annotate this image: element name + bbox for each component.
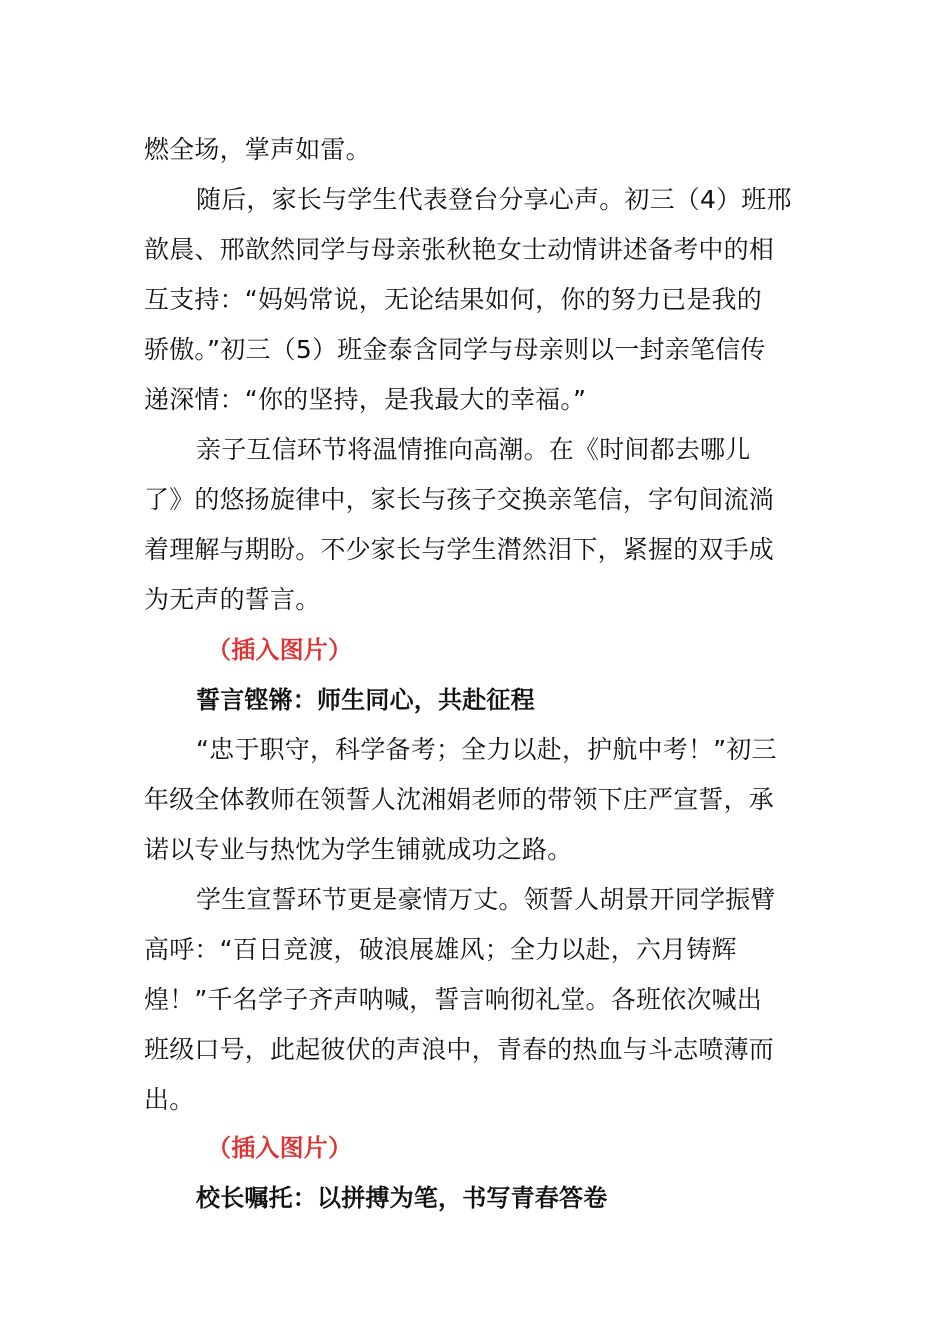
paragraph-line: 亲子互信环节将温情推向高潮。在《时间都去哪儿 bbox=[196, 435, 751, 464]
paragraph-line: 年级全体教师在领誓人沈湘娟老师的带领下庄严宣誓，承 bbox=[144, 785, 775, 814]
section-heading: 誓言铿锵：师生同心，共赴征程 bbox=[196, 686, 535, 714]
paragraph-line: 互支持：“妈妈常说，无论结果如何，你的努力已是我的 bbox=[144, 285, 762, 314]
paragraph-line: 递深情：“你的坚持，是我最大的幸福。” bbox=[144, 385, 587, 414]
image-placeholder-label: （插入图片） bbox=[207, 1134, 353, 1162]
paragraph-line: “忠于职守，科学备考；全力以赴，护航中考！”初三 bbox=[196, 735, 777, 764]
paragraph-line: 燃全场，掌声如雷。 bbox=[144, 135, 371, 164]
paragraph-line: 煌！”千名学子齐声呐喊，誓言响彻礼堂。各班依次喊出 bbox=[144, 985, 762, 1014]
paragraph-line: 骄傲。”初三（5）班金泰含同学与母亲则以一封亲笔信传 bbox=[144, 335, 766, 364]
paragraph-line: 随后，家长与学生代表登台分享心声。初三（4）班邢 bbox=[196, 185, 792, 214]
image-placeholder-label: （插入图片） bbox=[207, 636, 353, 664]
paragraph-line: 为无声的誓言。 bbox=[144, 585, 321, 614]
section-heading: 校长嘱托：以拼搏为笔，书写青春答卷 bbox=[196, 1184, 608, 1212]
paragraph-line: 高呼：“百日竞渡，破浪展雄风；全力以赴，六月铸辉 bbox=[144, 935, 737, 964]
paragraph-line: 歆晨、邢歆然同学与母亲张秋艳女士动情讲述备考中的相 bbox=[144, 235, 775, 264]
paragraph-line: 诺以专业与热忱为学生铺就成功之路。 bbox=[144, 835, 573, 864]
paragraph-line: 学生宣誓环节更是豪情万丈。领誓人胡景开同学振臂 bbox=[196, 885, 776, 914]
paragraph-line: 出。 bbox=[144, 1085, 195, 1114]
paragraph-line: 班级口号，此起彼伏的声浪中，青春的热血与斗志喷薄而 bbox=[144, 1035, 775, 1064]
paragraph-line: 着理解与期盼。不少家长与学生潸然泪下，紧握的双手成 bbox=[144, 535, 775, 564]
paragraph-line: 了》的悠扬旋律中，家长与孩子交换亲笔信，字句间流淌 bbox=[144, 485, 775, 514]
